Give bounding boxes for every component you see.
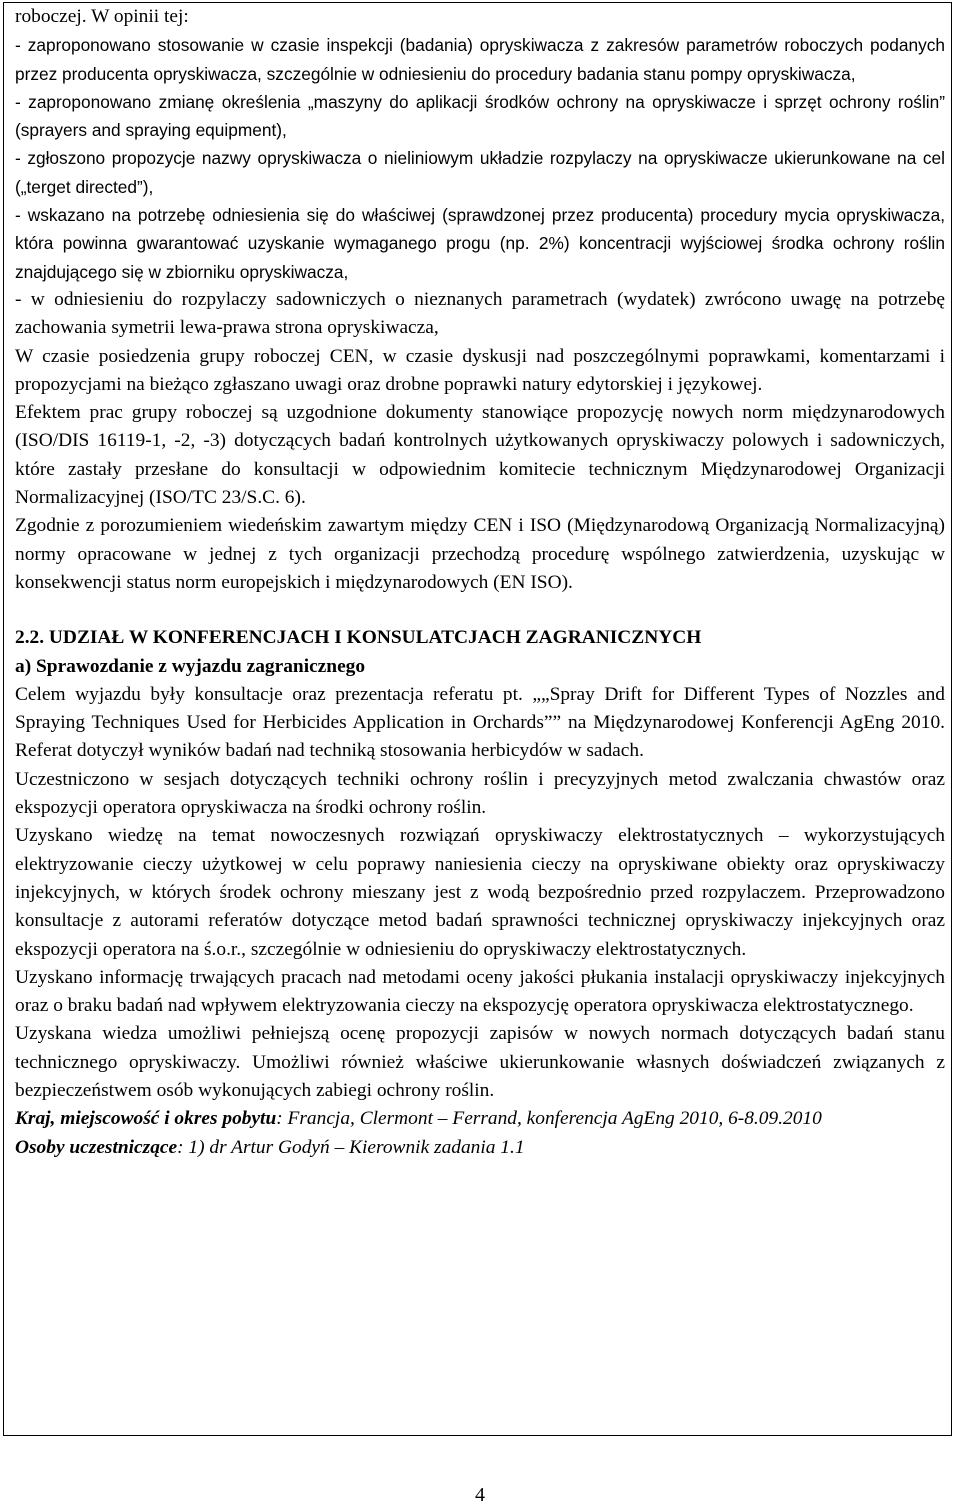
page-number: 4	[475, 1484, 485, 1506]
paragraph: W czasie posiedzenia grupy roboczej CEN, w czasie dyskusji nad poszczególnymi poprawkami, komentarzami i propozycjami na bieżąco zgłaszano uwagi oraz drobne poprawki natury edytorskiej i językowej.	[15, 345, 945, 395]
paragraph: Uzyskana wiedza umożliwi pełniejszą ocenę propozycji zapisów w nowych normach dotyczących badań stanu technicznego opryskiwaczy. Umożliwi również właściwe ukierunkowanie własnych doświadczeń związanych z bezpieczeństwem osób wykonujących zabiegi ochrony roślin.	[15, 1023, 945, 1101]
paragraph: Uzyskano wiedzę na temat nowoczesnych rozwiązań opryskiwaczy elektrostatycznych – wykorzystujących elektryzowanie cieczy użytkowej w celu poprawy naniesienia cieczy na opryskiwane obiekty oraz opryskiwaczy injekcyjnych, w których środek ochrony mieszany jest z wodą bezpośrednio przed rozpylaczem. Przeprowadzono konsultacje z autorami referatów dotyczące metod badań sprawności technicznej opryskiwaczy injekcyjnych oraz ekspozycji operatora na ś.o.r., szczególnie w odniesieniu do opryskiwaczy elektrostatycznych.	[15, 825, 945, 960]
list-item: - zgłoszono propozycje nazwy opryskiwacza o nieliniowym układzie rozpylaczy na opryskiwacze ukierunkowane na cel („terget directed”),	[15, 148, 945, 197]
list-item: - zaproponowano zmianę określenia „maszyny do aplikacji środków ochrony na opryskiwacze i sprzęt ochrony roślin” (sprayers and spraying equipment),	[15, 91, 945, 141]
section-heading: 2.2. UDZIAŁ W KONFERENCJACH I KONSULATCJACH ZAGRANICZNYCH	[15, 627, 702, 649]
paragraph: Efektem prac grupy roboczej są uzgodnione dokumenty stanowiące propozycję nowych norm międzynarodowych (ISO/DIS 16119-1, -2, -3) dotyczących badań kontrolnych użytkowanych opryskiwaczy polowych i sadowniczych, które zastały przesłane do konsultacji w odpowiednim komitecie technicznym Międzynarodowej Organizacji Normalizacyjnej (ISO/TC 23/S.C. 6).	[15, 402, 945, 509]
participants-value: : 1) dr Artur Godyń – Kierownik zadania 1.1	[177, 1136, 525, 1158]
list-item: - w odniesieniu do rozpylaczy sadowniczych o nieznanych parametrach (wydatek) zwrócono uwagę na potrzebę zachowania symetrii lewa-prawa strona opryskiwacza,	[15, 288, 945, 339]
trip-info	[15, 1105, 945, 1133]
trip-value: : Francja, Clermont – Ferrand, konferencja AgEng 2010, 6-8.09.2010	[276, 1108, 822, 1130]
trip-label: Kraj, miejscowość i okres pobytu	[15, 1108, 277, 1130]
paragraph: Uzyskano informację trwających pracach nad metodami oceny jakości płukania instalacji opryskiwaczy injekcyjnych oraz o braku badań nad wpływem elektryzowania cieczy na ekspozycję operatora opryskiwacza elektrostatycznego.	[15, 966, 945, 1017]
spacer	[15, 597, 945, 624]
paragraph: Zgodnie z porozumieniem wiedeńskim zawartym między CEN i ISO (Międzynarodową Organizacją Normalizacyjną) normy opracowane w jednej z tych organizacji przechodzą procedurę wspólnego zatwierdzenia, uzyskując w konsekwencji status norm europejskich i międzynarodowych (EN ISO).	[15, 515, 945, 593]
list-item: - wskazano na potrzebę odniesienia się do właściwej (sprawdzonej przez producenta) procedury mycia opryskiwacza, która powinna gwarantować uzyskanie wymaganego progu (np. 2%) koncentracji wyjściowej środka ochrony roślin znajdującego się w zbiorniku opryskiwacza,	[15, 205, 945, 282]
text-line: roboczej. W opinii tej:	[15, 6, 189, 27]
list-item: - zaproponowano stosowanie w czasie inspekcji (badania) opryskiwacza z zakresów parametrów roboczych podanych przez producenta opryskiwacza, szczególnie w odniesieniu do procedury badania stanu pompy opryskiwacza,	[15, 35, 945, 84]
paragraph: Celem wyjazdu były konsultacje oraz prezentacja referatu pt. „„Spray Drift for Different Types of Nozzles and Spraying Techniques Used for Herbicides Application in Orchards”” na Międzynarodowej Konferencji AgEng 2010. Referat dotyczył wyników badań nad techniką stosowania herbicydów w sadach.	[15, 683, 945, 762]
paragraph: Uczestniczono w sesjach dotyczących techniki ochrony roślin i precyzyjnych metod zwalczania chwastów oraz ekspozycji operatora opryskiwacza na środki ochrony roślin.	[15, 768, 945, 819]
sub-heading: a) Sprawozdanie z wyjazdu zagranicznego	[15, 655, 366, 677]
participants-label: Osoby uczestniczące	[15, 1136, 178, 1158]
participants-info	[15, 1134, 945, 1162]
document-body	[15, 3, 945, 1162]
